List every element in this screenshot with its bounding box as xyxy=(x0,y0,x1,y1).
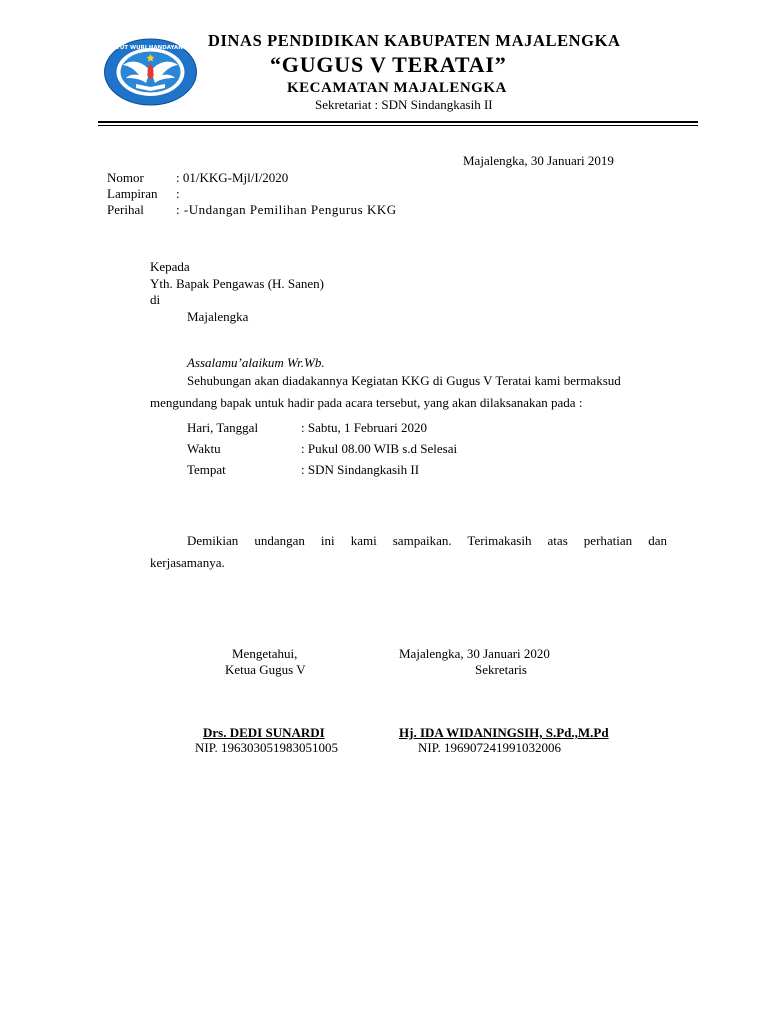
header-secretariat: Sekretariat : SDN Sindangkasih II xyxy=(315,97,493,112)
svg-text:TUT WURI HANDAYANI: TUT WURI HANDAYANI xyxy=(116,45,185,51)
greeting: Assalamu’alaikum Wr.Wb. xyxy=(187,355,325,370)
recipient-name: Yth. Bapak Pengawas (H. Sanen) xyxy=(150,276,325,291)
meta-label: Nomor xyxy=(107,170,144,185)
meta-value: : -Undangan Pemilihan Pengurus KKG xyxy=(176,202,397,217)
recipient-at: di xyxy=(150,292,161,307)
signature-nip: NIP. 196303051983051005 xyxy=(195,740,339,755)
header-department: DINAS PENDIDIKAN KABUPATEN MAJALENGKA xyxy=(208,31,621,50)
detail-label: Tempat xyxy=(187,462,226,477)
header-rule-thin xyxy=(98,125,698,126)
signature-name: Hj. IDA WIDANINGSIH, S.Pd.,M.Pd xyxy=(399,725,609,740)
signature-name: Drs. DEDI SUNARDI xyxy=(203,725,325,740)
header-district: KECAMATAN MAJALENGKA xyxy=(287,80,507,96)
closing-line: kerjasamanya. xyxy=(150,555,225,570)
signature-title: Ketua Gugus V xyxy=(225,662,306,677)
signature-intro: Majalengka, 30 Januari 2020 xyxy=(399,646,550,661)
detail-label: Hari, Tanggal xyxy=(187,420,259,435)
detail-label: Waktu xyxy=(187,441,221,456)
detail-value: : Sabtu, 1 Februari 2020 xyxy=(301,420,428,435)
meta-label: Perihal xyxy=(107,202,144,217)
header-rule-thick xyxy=(98,121,698,123)
recipient-place: Majalengka xyxy=(187,309,249,324)
detail-value: : Pukul 08.00 WIB s.d Selesai xyxy=(301,441,458,456)
meta-value: : 01/KKG-Mjl/I/2020 xyxy=(176,170,289,185)
body-paragraph-line: Sehubungan akan diadakannya Kegiatan KKG di Gugus V Teratai kami bermaksud xyxy=(187,373,621,388)
signature-intro: Mengetahui, xyxy=(232,646,298,661)
signature-nip: NIP. 196907241991032006 xyxy=(418,740,562,755)
meta-value: : xyxy=(176,186,180,201)
closing-line: Demikian undangan ini kami sampaikan. Terimakasih atas perhatian dan xyxy=(187,533,667,548)
signature-title: Sekretaris xyxy=(475,662,527,677)
header-organization: “GUGUS V TERATAI” xyxy=(270,52,507,77)
body-paragraph-line: mengundang bapak untuk hadir pada acara tersebut, yang akan dilaksanakan pada : xyxy=(150,395,583,410)
tut-wuri-handayani-logo xyxy=(103,37,198,107)
letter-date: Majalengka, 30 Januari 2019 xyxy=(463,153,614,168)
meta-label: Lampiran xyxy=(107,186,158,201)
detail-value: : SDN Sindangkasih II xyxy=(301,462,420,477)
recipient-to: Kepada xyxy=(150,259,190,274)
